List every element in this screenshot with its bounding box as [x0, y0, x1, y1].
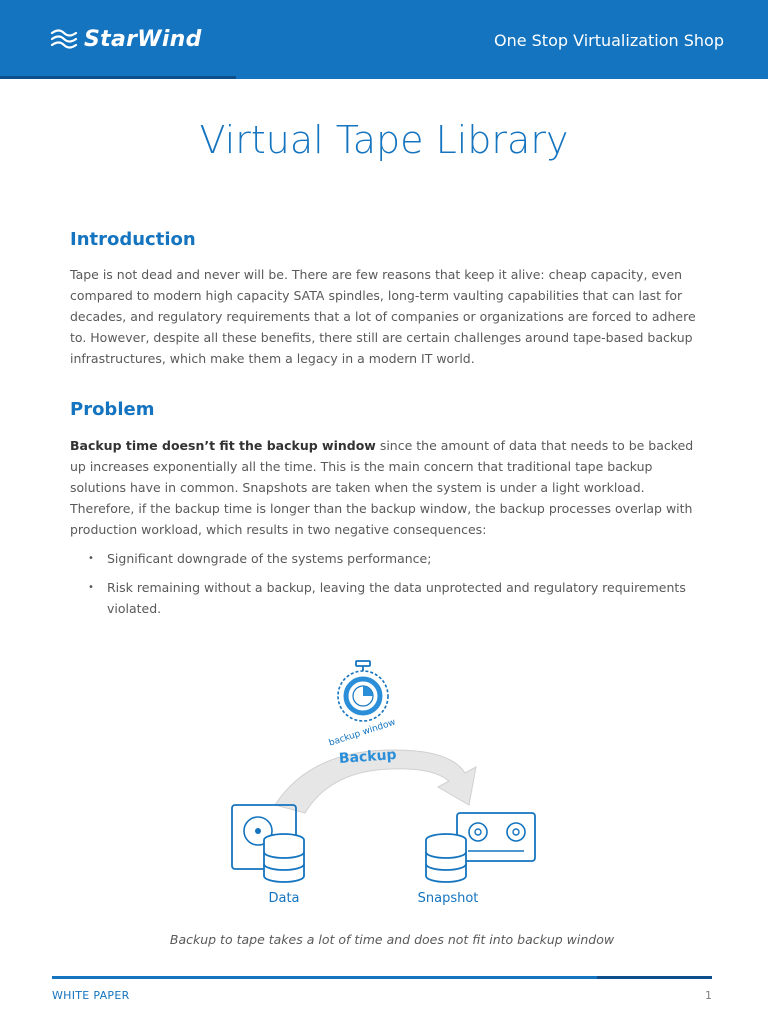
footer-label: WHITE PAPER	[52, 989, 130, 1002]
backup-diagram	[220, 655, 550, 915]
tape-drive-icon	[457, 813, 535, 861]
bullet-icon: •	[88, 553, 94, 564]
document-title: Virtual Tape Library	[199, 118, 569, 162]
page-number: 1	[705, 989, 712, 1002]
stopwatch-icon	[338, 661, 388, 721]
introduction-heading: Introduction	[70, 229, 196, 250]
brand-name: StarWind	[84, 26, 202, 52]
figure-caption: Backup to tape takes a lot of time and does not fit into backup window	[169, 932, 615, 947]
list-item	[70, 577, 710, 619]
list-item-text: Risk remaining without a backup, leaving the data unprotected and regulatory requirements violated.	[107, 580, 686, 616]
arrow-label: Backup	[338, 747, 398, 768]
backup-window-label: backup window	[327, 717, 397, 749]
bullet-icon: •	[88, 582, 94, 593]
data-label: Data	[268, 891, 300, 906]
problem-lead-rest: since the amount of data that needs to be backed up increases exponentially all the time. This is the main concern that traditional tape backup solutions have in common. Snapshots are taken when the system is under a light workload. Therefore, if the backup time is longer than the backup window, the backup processes overlap with production workload, which results in two negative consequences:	[70, 438, 694, 537]
list-item	[70, 548, 710, 569]
introduction-body: Tape is not dead and never will be. There are few reasons that keep it alive: cheap capacity, even compared to modern high capacity SATA spindles, long-term vaulting capabilities that can last for decades, and regulatory requirements that a lot of companies or organizations are forced to adhere to. However, despite all these benefits, there still are certain challenges around tape-based backup infrastructures, which make them a legacy in a modern IT world.	[70, 267, 696, 366]
header-rule-accent	[0, 76, 236, 79]
header-tagline: One Stop Virtualization Shop	[493, 31, 724, 50]
problem-body	[70, 435, 710, 540]
footer-rule-accent	[597, 976, 712, 979]
problem-heading: Problem	[70, 399, 155, 420]
starwind-logo	[50, 24, 202, 54]
database-icon	[264, 834, 304, 882]
consequence-list	[70, 548, 710, 627]
database-icon	[426, 834, 466, 882]
list-item-text: Significant downgrade of the systems performance;	[107, 551, 432, 566]
problem-lead-bold: Backup time doesn’t fit the backup window	[70, 438, 376, 453]
snapshot-label: Snapshot	[417, 891, 479, 906]
wave-logo-icon	[50, 27, 78, 51]
